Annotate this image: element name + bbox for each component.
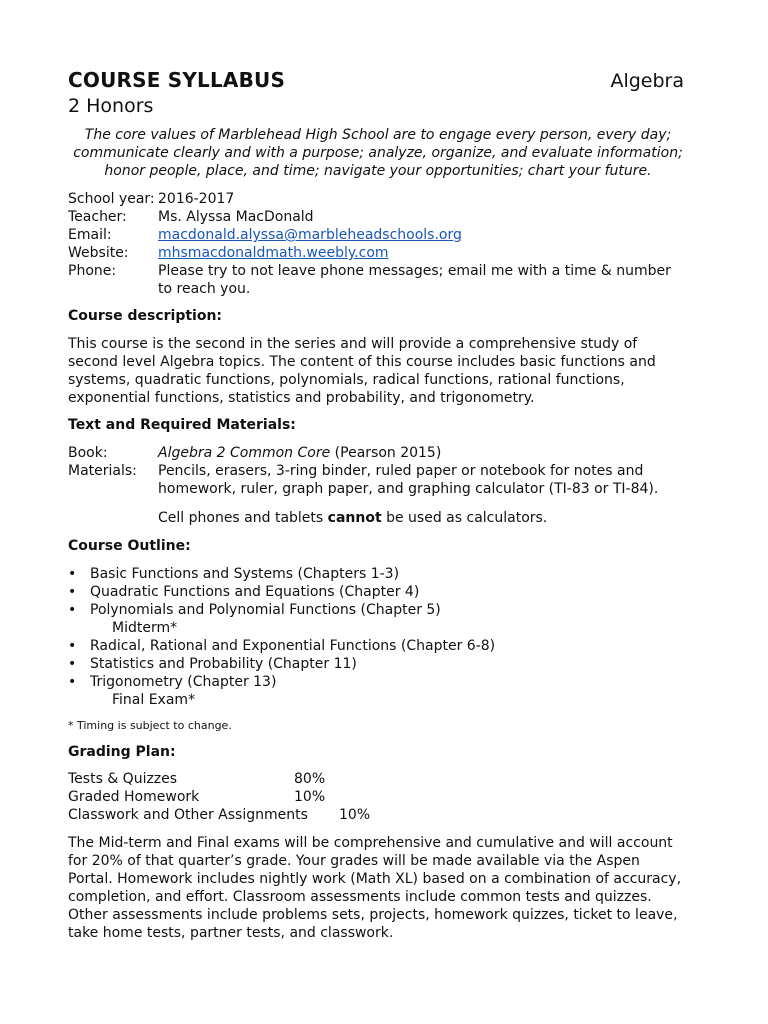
grading-table: [68, 770, 688, 824]
materials-label: Materials:: [68, 463, 137, 479]
course-outline-heading: Course Outline:: [68, 538, 191, 554]
website-label: Website:: [68, 245, 129, 261]
list-item-text: Quadratic Functions and Equations (Chapter 4): [90, 584, 420, 600]
grade-label: Classwork and Other Assignments: [68, 807, 308, 823]
school-year-label: School year:: [68, 191, 155, 207]
list-item-text: Polynomials and Polynomial Functions (Chapter 5): [90, 602, 441, 618]
note-bold: cannot: [327, 510, 382, 526]
list-item-text: Trigonometry (Chapter 13): [90, 674, 277, 690]
final-exam-label: Final Exam*: [112, 692, 196, 708]
email-label: Email:: [68, 227, 112, 243]
grade-value: 10%: [339, 807, 371, 823]
list-item-text: Basic Functions and Systems (Chapters 1-3): [90, 566, 400, 582]
bullet-icon: •: [68, 584, 77, 600]
teacher-row: [68, 208, 688, 226]
materials-row: [68, 462, 688, 498]
bullet-icon: •: [68, 602, 77, 618]
grading-plan-heading: Grading Plan:: [68, 744, 176, 760]
grade-row: [68, 788, 688, 806]
grade-value: 80%: [294, 771, 326, 787]
grading-description: The Mid-term and Final exams will be comprehensive and cumulative and will account for 20% of that quarter’s grade. Your grades will be made available via the Aspen Portal. Homework includes nightly work (Math XL) based on a combination of accuracy, completion, and effort. Classroom assessments include common tests and quizzes. Other assessments include problems sets, projects, homework quizzes, ticket to leave, take home tests, partner tests, and classwork.: [68, 835, 682, 941]
grade-row: [68, 770, 688, 788]
phone-label: Phone:: [68, 263, 117, 279]
page-title: COURSE SYLLABUS: [68, 68, 286, 92]
phone-row: [68, 262, 688, 298]
bullet-icon: •: [68, 638, 77, 654]
mission-statement: The core values of Marblehead High School are to engage every person, every day; communicate clearly and with a purpose; analyze, organize, and evaluate information; honor people, place, and time; navigate your opportunities; chart your future.: [73, 127, 683, 179]
website-link[interactable]: mhsmacdonaldmath.weebly.com: [158, 245, 389, 261]
materials-heading: Text and Required Materials:: [68, 417, 296, 433]
school-year-row: [68, 190, 688, 208]
bullet-icon: •: [68, 566, 77, 582]
list-item: [68, 601, 688, 619]
course-subject-continued: 2 Honors: [68, 95, 154, 117]
calculator-note: [68, 509, 688, 527]
grade-value: 10%: [294, 789, 326, 805]
course-subject: Algebra: [610, 70, 684, 92]
list-item-text: Radical, Rational and Exponential Functions (Chapter 6-8): [90, 638, 496, 654]
grade-row: [68, 806, 688, 824]
email-row: [68, 226, 688, 244]
grade-label: Graded Homework: [68, 789, 200, 805]
course-info: [68, 190, 688, 298]
list-item: [68, 583, 688, 601]
list-item: [68, 655, 688, 673]
list-item: [68, 565, 688, 583]
note-pre: Cell phones and tablets: [158, 510, 328, 526]
list-item-text: Statistics and Probability (Chapter 11): [90, 656, 357, 672]
book-row: [68, 444, 688, 462]
book-publisher: (Pearson 2015): [330, 445, 442, 461]
note-post: be used as calculators.: [381, 510, 548, 526]
midterm-label: Midterm*: [112, 620, 178, 636]
email-link[interactable]: macdonald.alyssa@marbleheadschools.org: [158, 227, 462, 243]
list-item: [68, 637, 688, 655]
teacher-value: Ms. Alyssa MacDonald: [158, 209, 314, 225]
teacher-label: Teacher:: [68, 209, 127, 225]
grade-label: Tests & Quizzes: [68, 771, 178, 787]
list-item: [68, 673, 688, 691]
bullet-icon: •: [68, 674, 77, 690]
book-label: Book:: [68, 445, 108, 461]
course-description-text: This course is the second in the series and will provide a comprehensive study of second level Algebra topics. The content of this course includes basic functions and systems, quadratic functions, polynomials, radical functions, rational functions, exponential functions, statistics and probability, and trigonometry.: [68, 336, 656, 406]
school-year-value: 2016-2017: [158, 191, 235, 207]
course-description-heading: Course description:: [68, 308, 223, 324]
book-title: Algebra 2 Common Core: [158, 445, 331, 461]
materials-text: Pencils, erasers, 3-ring binder, ruled paper or notebook for notes and homework, ruler, graph paper, and graphing calculator (TI-83 or TI-84).: [158, 463, 659, 497]
bullet-icon: •: [68, 656, 77, 672]
course-outline-list: [68, 565, 688, 619]
website-row: [68, 244, 688, 262]
course-outline-list-continued: [68, 637, 688, 691]
timing-footnote: * Timing is subject to change.: [68, 719, 232, 732]
materials-section: [68, 444, 688, 498]
phone-value: Please try to not leave phone messages; email me with a time & number to reach you.: [158, 263, 671, 297]
title-row: [68, 68, 688, 94]
syllabus-page: [68, 68, 688, 942]
